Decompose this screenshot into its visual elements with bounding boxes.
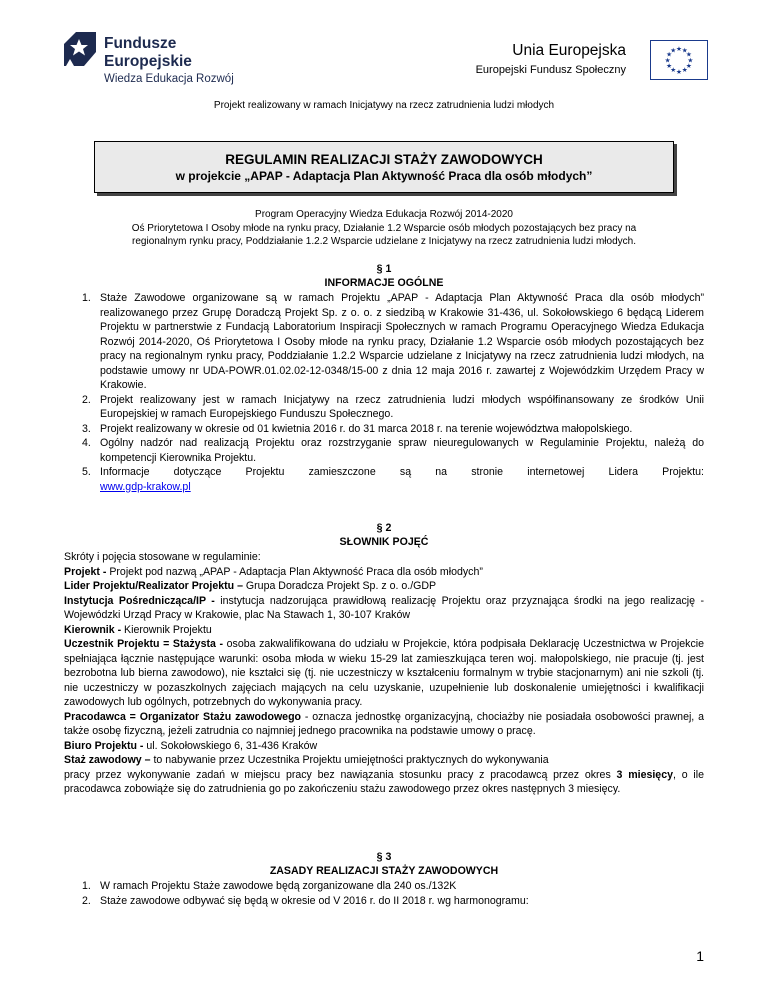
list-item: 3. Projekt realizowany w okresie od 01 kwietnia 2016 r. do 31 marca 2018 r. na terenie województwa małopolskiego. [82,422,633,435]
definition-staz-cont: pracy przez wykonywanie zadań w miejscu pracy bez nawiązania stosunku pracy z pracodawcą przez okres 3 miesięcy, o ile pracodawca zobowiąże się do zatrudnienia go po zakończeniu stażu zawodowego przez okres następnych 3 miesięcy. [64,768,704,795]
program-line-3: regionalnym rynku pracy, Poddziałanie 1.2.2 Wsparcie udzielane z Inicjatywy na rzecz zatrudnienia ludzi młodych. [132,236,636,247]
glossary [64,550,704,797]
eu-line-1: Unia Europejska [512,42,626,59]
eu-star-icon: ★ [676,68,682,76]
project-tagline: Projekt realizowany w ramach Inicjatywy na rzecz zatrudnienia ludzi młodych [213,100,555,111]
unia-europejska-logo-text [470,42,626,76]
section-1-list [82,291,704,494]
section-3-list [82,879,704,908]
fundusze-europejskie-star-logo-icon [62,30,98,68]
program-line-1: Program Operacyjny Wiedza Edukacja Rozwój 2014-2020 [255,209,513,220]
eu-line-2: Europejski Fundusz Społeczny [475,64,626,76]
eu-star-icon: ★ [666,51,673,59]
list-item: 1. Staże Zawodowe organizowane są w ramach Projektu „APAP - Adaptacja Plan Aktywność Praca dla osób młodych” realizowanego przez Grupę Doradczą Projekt Sp. z o. o. z siedzibą w Krakowie 31-436, ul. Sokołowskiego 6 będącą Liderem Projektu w partnerstwie z Fundacją Laboratorium Inspiracji Społecznych w ramach Programu Operacyjnego Wiedza Edukacja Rozwój 2014-2020, Oś Priorytetowa I Osoby młode na rynku pracy, Działanie 1.2 Wsparcie osób młodych pozostających bez pracy na regionalnym rynku pracy, Poddziałanie 1.2.2 Wsparcie udzielane z Inicjatywy na rzecz zatrudnienia ludzi młodych, na podstawie umowy nr UDA-POWR.01.02.02-12-0348/15-00 z dnia 12 maja 2016 r. zawartej z Wojewódzkim Urzędem Pracy w Krakowie. [82,292,704,391]
section-2-number: § 2 [376,522,392,534]
eu-star-icon: ★ [685,51,692,59]
logo-line-1: Fundusze [104,35,177,52]
definition-staz: Staż zawodowy – to nabywanie przez Uczestnika Projektu umiejętności praktycznych do wykonywania [64,754,549,766]
definition: Lider Projektu/Realizator Projektu – Grupa Doradcza Projekt Sp. z o. o./GDP [64,580,437,592]
eu-star-icon: ★ [687,57,694,65]
page-number: 1 [696,948,704,964]
section-3-heading: ZASADY REALIZACJI STAŻY ZAWODOWYCH [269,865,499,877]
definition: Instytucja Pośrednicząca/IP - instytucja nadzorująca prawidłową realizację Projektu oraz przyznająca środki na jego realizację - Wojewódzki Urząd Pracy w Krakowie, plac Na Stawach 1, 30-107 Kraków [64,594,704,621]
regulation-title-box [94,141,674,193]
definition: Pracodawca = Organizator Stażu zawodowego - oznacza jednostkę organizacyjną, chociażby nie posiadała osobowości prawnej, a także osobę fizyczną, jeżeli zatrudnia co najmniej jednego pracownika na podstawie umowy o pracę. [64,710,704,737]
eu-star-icon: ★ [670,47,677,55]
definition: Projekt - Projekt pod nazwą „APAP - Adaptacja Plan Aktywność Praca dla osób młodych” [64,565,483,578]
eu-star-icon: ★ [670,67,677,75]
document-subtitle: w projekcie „APAP - Adaptacja Plan Aktywność Praca dla osób młodych” [175,169,593,183]
section-3-number: § 3 [376,851,392,863]
program-info [80,208,688,249]
eu-star-icon: ★ [664,57,671,65]
definition: Uczestnik Projektu = Stażysta - osoba zakwalifikowana do udziału w Projekcie, która podpisała Deklarację Uczestnictwa w Projekcie spełniająca łącznie następujące warunki: osoba młoda w wieku 15-29 lat zamieszkująca teren woj. małopolskiego, nie pracuje (tj. jest bezrobotna lub bierna zawodowo), nie kształci się (tj. nie uczestniczy w kształceniu formalnym w trybie stacjonarnym) ani nie szkoli (tj. nie uczestniczy w pozaszkolnych zajęciach mających na celu uzyskanie, uzupełnienie lub doskonalenie umiejętności i kwalifikacji zawodowych lub ogólnych, potrzebnych do wykonywania pracy. [64,638,704,708]
section-2-heading: SŁOWNIK POJĘĆ [339,536,429,548]
definition: Biuro Projektu - ul. Sokołowskiego 6, 31-436 Kraków [64,739,318,752]
section-1-heading: INFORMACJE OGÓLNE [324,277,444,289]
program-line-2: Oś Priorytetowa I Osoby młode na rynku pracy, Działanie 1.2 Wsparcie osób młodych pozostających bez pracy na [131,222,637,234]
fundusze-europejskie-logo-text [104,36,234,86]
section-1-number: § 1 [376,263,392,275]
logo-line-3: Wiedza Edukacja Rozwój [104,73,234,85]
logo-line-2: Europejskie [104,52,192,70]
project-website-link[interactable]: www.gdp-krakow.pl [100,480,191,493]
eu-star-icon: ★ [666,63,673,71]
list-item: 2. Staże zawodowe odbywać się będą w okresie od V 2016 r. do II 2018 r. wg harmonogramu: [82,894,529,907]
eu-star-icon: ★ [676,45,682,53]
eu-star-icon: ★ [681,47,688,55]
eu-star-icon: ★ [685,63,692,71]
list-item: 4. Ogólny nadzór nad realizacją Projektu oraz rozstrzyganie spraw nieuregulowanych w Regulaminie Projektu, należą do kompetencji Kierownika Projektu. [82,437,704,464]
eu-star-icon: ★ [681,67,688,75]
glossary-intro: Skróty i pojęcia stosowane w regulaminie: [64,551,261,563]
list-item: 5. Informacje dotyczące Projektu zamieszczone są na stronie internetowej Lidera Projektu: [82,466,704,478]
document-title: REGULAMIN REALIZACJI STAŻY ZAWODOWYCH [225,152,543,167]
eu-flag-icon [650,40,708,80]
list-item-link [82,480,704,495]
definition: Kierownik - Kierownik Projektu [64,623,212,636]
list-item: 2. Projekt realizowany jest w ramach Inicjatywy na rzecz zatrudnienia ludzi młodych współfinansowany ze środków Unii Europejskiej w ramach Europejskiego Funduszu Społecznego. [82,393,704,420]
list-item: 1. W ramach Projektu Staże zawodowe będą zorganizowane dla 240 os./132K [82,880,457,892]
